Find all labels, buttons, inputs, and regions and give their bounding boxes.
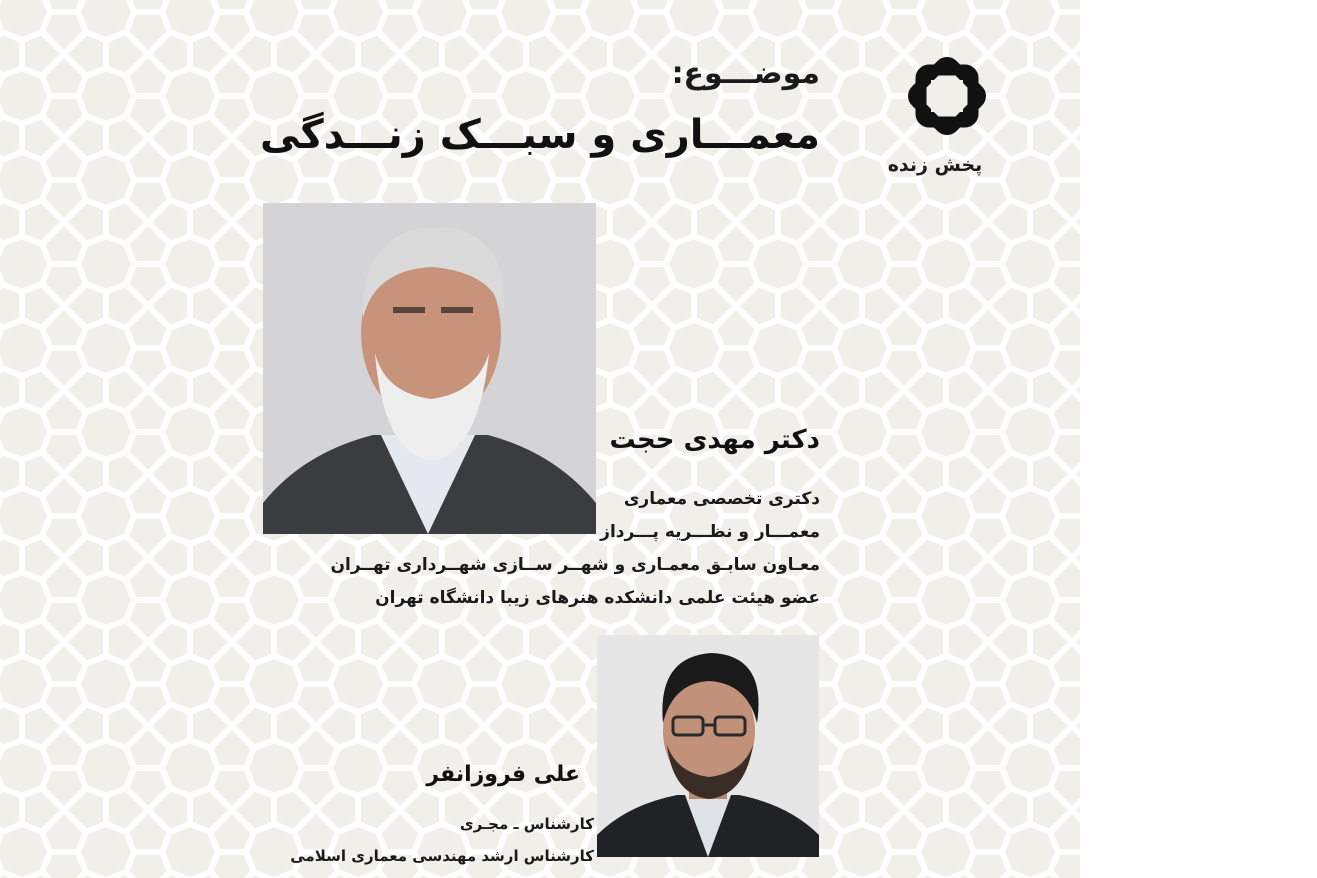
speaker1-credential: عضو هیئت علمی دانشکده هنرهای زیبا دانشگاه تهران — [375, 588, 820, 608]
speaker1-name: دکتر مهدی حجت — [609, 425, 820, 455]
speaker2-name: علی فروزانفر — [426, 762, 580, 787]
live-broadcast-logo-icon — [893, 48, 1001, 148]
live-broadcast-label: پخش زنده — [887, 154, 983, 176]
speaker2-credentials — [230, 808, 594, 872]
speaker1-credentials — [240, 483, 820, 615]
speaker2-portrait — [597, 635, 819, 857]
speaker1-credential: دکتری تخصصی معماری — [623, 489, 820, 509]
topic-title: معمـــاری و سبـــک زنـــدگی — [259, 112, 820, 158]
topic-label: موضـــوع: — [671, 56, 820, 91]
speaker2-credential: کارشناس ـ مجـری — [459, 815, 594, 833]
speaker2-credential: کارشناس ارشد مهندسی معماری اسلامی — [290, 847, 594, 865]
speaker1-credential: معمـــار و نظـــریه پـــرداز — [600, 522, 820, 542]
speaker1-credential: معـاون سابـق معمـاری و شهــر ســازی شهــرداری تهــران — [330, 555, 820, 575]
